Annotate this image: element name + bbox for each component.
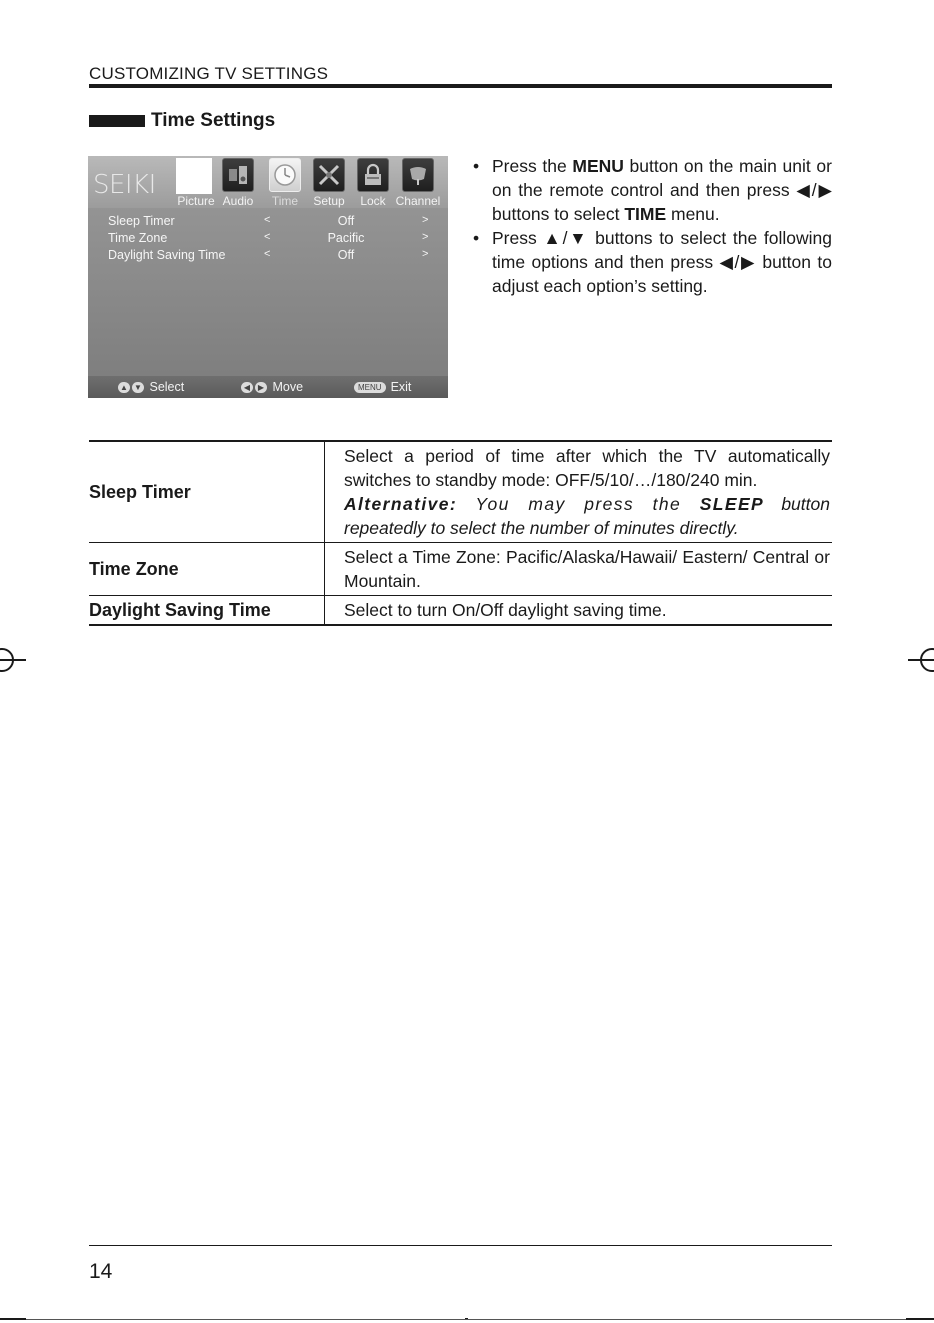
chevron-right-icon: > <box>422 214 429 226</box>
instruction-bullet-1: • Press the MENU button on the main unit or on the remote control and then press ◀/▶ buttons to select TIME menu. <box>473 156 832 224</box>
page-number: 14 <box>89 1260 113 1283</box>
option-description: Select a Time Zone: Pacific/Alaska/Hawaii/ Eastern/ Central or Mountain. <box>325 543 833 596</box>
hint-select <box>118 380 184 394</box>
hint-move <box>241 380 303 394</box>
tv-row-value: Off <box>337 248 355 262</box>
hint-exit-label: Exit <box>390 380 412 394</box>
option-name: Sleep Timer <box>89 441 325 543</box>
tv-tab-channel <box>396 156 440 208</box>
clock-icon <box>269 158 301 192</box>
hint-move-label: Move <box>272 380 304 394</box>
setup-icon <box>313 158 345 192</box>
instructions <box>473 154 832 298</box>
registration-mark-right <box>906 640 934 680</box>
instruction-bullet-2: • Press ▲/▼ buttons to select the following time options and then press ◀/▶ button to adjust each option’s setting. <box>473 228 832 296</box>
tv-tab-label: Audio <box>222 194 254 208</box>
table-row <box>89 441 832 543</box>
tv-tab-lock <box>351 156 395 208</box>
tv-tab-label: Lock <box>360 194 386 208</box>
tv-row-label: Time Zone <box>108 231 168 245</box>
bottom-trim-line <box>26 1319 906 1320</box>
channel-icon <box>402 158 434 192</box>
tv-row-value: Off <box>337 214 355 228</box>
tv-menu-screenshot <box>88 156 448 398</box>
tv-row-sleep-timer <box>88 214 448 231</box>
audio-icon <box>222 158 254 192</box>
right-arrow-icon: ▶ <box>255 382 267 393</box>
option-description: Select a period of time after which the TV automatically switches to standby mode: OFF/5/10/…/180/240 min. Alternative: You may press the SLEEP button repeatedly to select the number of minutes directly. <box>325 441 833 543</box>
chevron-left-icon: < <box>264 214 271 226</box>
tv-tab-audio <box>216 156 260 208</box>
hint-select-label: Select <box>149 380 185 394</box>
up-arrow-icon: ▲ <box>118 382 130 393</box>
crop-mark <box>906 1318 934 1320</box>
table-row <box>89 596 832 626</box>
section-title: CUSTOMIZING TV SETTINGS <box>89 64 329 83</box>
left-arrow-icon: ◀ <box>241 382 253 393</box>
menu-key-icon: MENU <box>354 382 386 393</box>
footer-rule <box>89 1245 832 1246</box>
tv-brand-logo: SEIKI <box>93 170 156 200</box>
crop-mark <box>0 1318 26 1320</box>
tv-tab-label: Time <box>271 194 299 208</box>
hint-exit <box>354 380 411 394</box>
option-name: Time Zone <box>89 543 325 596</box>
tv-hint-bar <box>88 376 448 398</box>
tv-tab-label: Channel <box>395 194 441 208</box>
down-arrow-icon: ▼ <box>132 382 144 393</box>
tv-row-daylight-saving <box>88 248 448 265</box>
tv-tab-label: Setup <box>313 194 345 208</box>
table-row <box>89 543 832 596</box>
time-options-table <box>89 440 832 626</box>
chevron-right-icon: > <box>422 231 429 243</box>
lock-icon <box>357 158 389 192</box>
option-name: Daylight Saving Time <box>89 596 325 626</box>
tv-row-time-zone <box>88 231 448 248</box>
tv-row-value: Pacific <box>327 231 365 245</box>
tv-row-label: Daylight Saving Time <box>108 248 226 262</box>
registration-mark-left <box>0 640 28 680</box>
heading-marker-bar <box>89 115 145 127</box>
chevron-left-icon: < <box>264 231 271 243</box>
tv-tab-label: Picture <box>177 194 215 208</box>
chevron-right-icon: > <box>422 248 429 260</box>
chevron-left-icon: < <box>264 248 271 260</box>
page-heading: Time Settings <box>151 110 276 131</box>
header-rule <box>89 84 832 88</box>
option-description: Select to turn On/Off daylight saving time. <box>325 596 833 626</box>
tv-row-label: Sleep Timer <box>108 214 175 228</box>
